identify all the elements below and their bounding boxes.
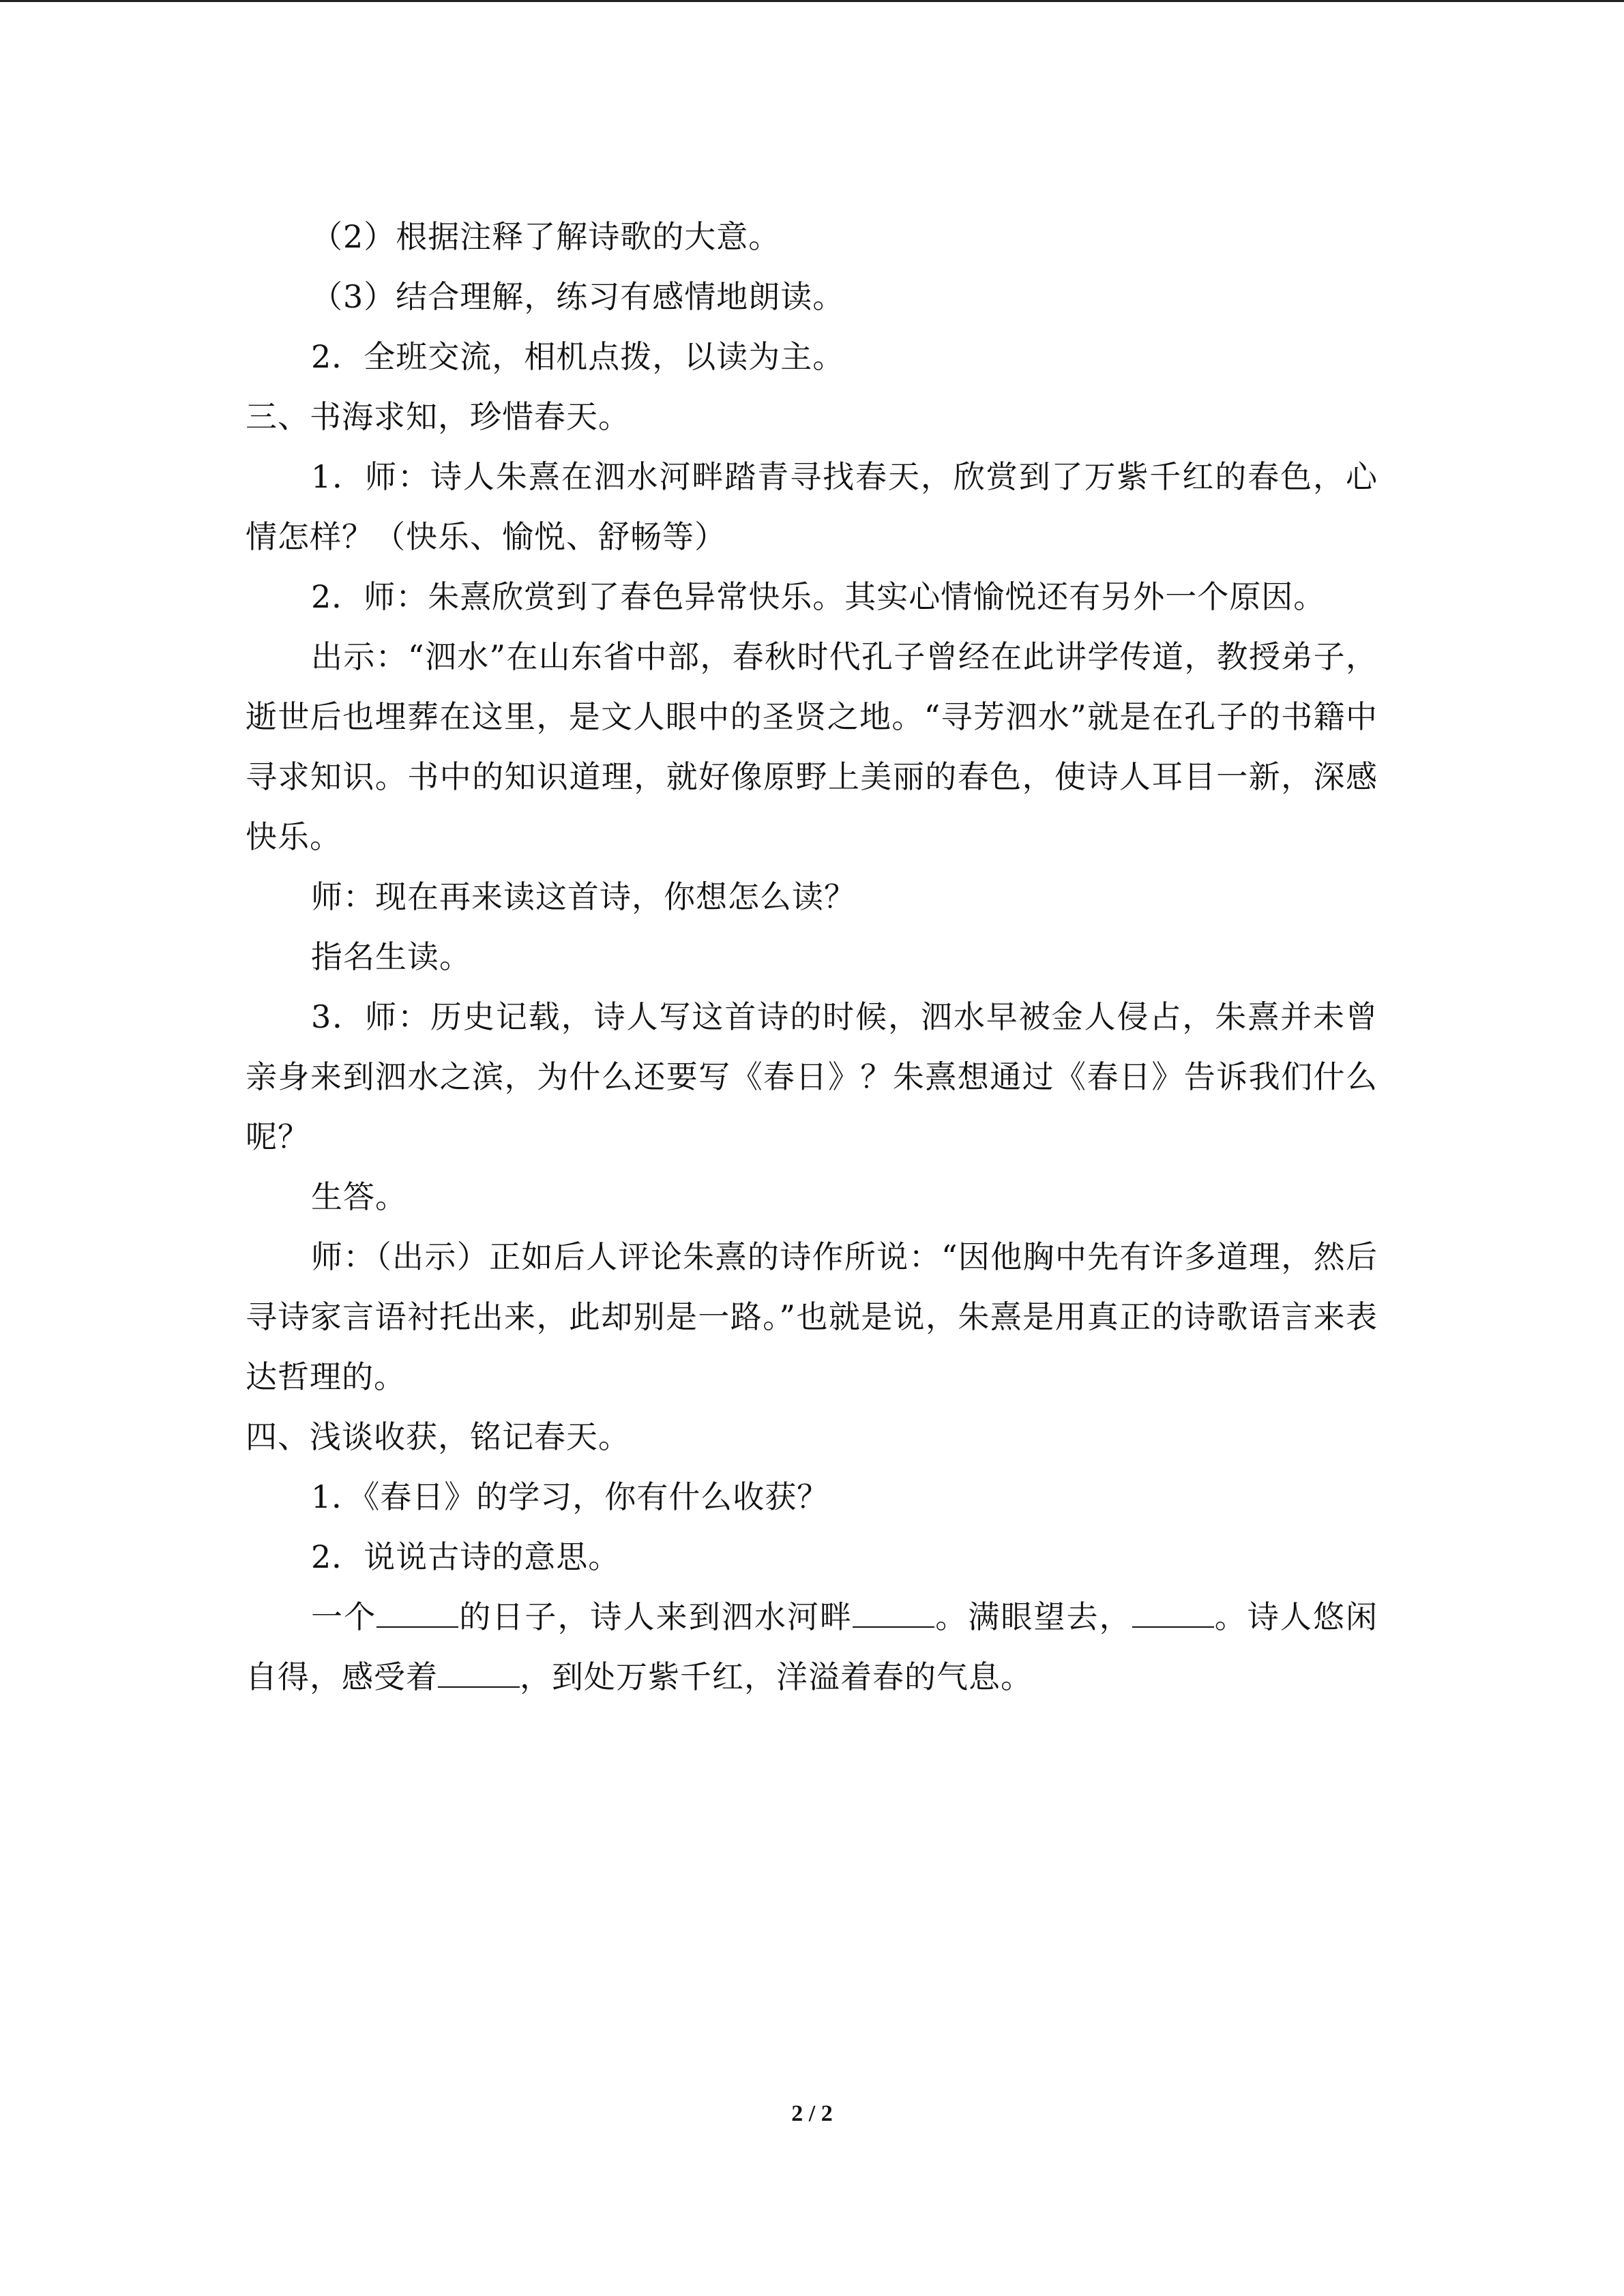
fill-in-text-2: 的日子，诗人来到泗水河畔 <box>458 1598 853 1635</box>
paragraph-meaning: 2．说说古诗的意思。 <box>311 1538 621 1575</box>
paragraph-read-again: 师：现在再来读这首诗，你想怎么读？ <box>311 878 856 915</box>
section-heading-4: 四、浅谈收获，铭记春天。 <box>246 1418 630 1455</box>
paragraph-teacher-question-3: 3．师：历史记载，诗人写这首诗的时候，泗水早被金人侵占，朱熹并未曾亲身来到泗水之滨，为什么还要写《春日》？朱熹想通过《春日》告诉我们什么呢？ <box>246 998 1378 1155</box>
paragraph-show-sishui: 出示：“泗水”在山东省中部，春秋时代孔子曾经在此讲学传道，教授弟子，逝世后也埋葬在这里，是文人眼中的圣贤之地。“寻芳泗水”就是在孔子的书籍中寻求知识。书中的知识道理，就好像原野上美丽的春色，使诗人耳目一新，深感快乐。 <box>246 638 1378 855</box>
paragraph-step-2-2: （2）根据注释了解诗歌的大意。 <box>311 218 781 255</box>
fill-in-text-4: 。诗人悠闲自得，感受着 <box>246 1598 1378 1695</box>
document-body <box>246 207 1378 1707</box>
blank-3 <box>1132 1600 1214 1628</box>
blank-2 <box>853 1600 934 1628</box>
paragraph-teacher-question-1: 1．师：诗人朱熹在泗水河畔踏青寻找春天，欣赏到了万紫千红的春色，心情怎样？（快乐、愉悦、舒畅等） <box>246 458 1378 555</box>
paragraph-fill-in-blanks <box>246 1587 1378 1707</box>
page-number: 2 / 2 <box>791 2101 833 2126</box>
blank-4 <box>438 1660 520 1688</box>
paragraph-teacher-question-2: 2．师：朱熹欣赏到了春色异常快乐。其实心情愉悦还有另外一个原因。 <box>311 578 1326 615</box>
paragraph-student-read: 指名生读。 <box>311 938 471 975</box>
paragraph-commentary: 师：（出示）正如后人评论朱熹的诗作所说：“因他胸中先有许多道理，然后寻诗家言语衬托出来，此却别是一路。”也就是说，朱熹是用真正的诗歌语言来表达哲理的。 <box>246 1238 1378 1395</box>
fill-in-text-5: ，到处万紫千红，洋溢着春的气息。 <box>520 1658 1033 1695</box>
paragraph-step-2-3: （3）结合理解，练习有感情地朗读。 <box>311 278 845 315</box>
paragraph-class-exchange: 2．全班交流，相机点拨，以读为主。 <box>311 338 845 375</box>
section-heading-3: 三、书海求知，珍惜春天。 <box>246 398 630 435</box>
paragraph-student-answer: 生答。 <box>311 1178 407 1215</box>
blank-1 <box>377 1600 458 1628</box>
fill-in-text-1: 一个 <box>311 1598 377 1635</box>
paragraph-harvest: 1．《春日》的学习，你有什么收获？ <box>311 1478 829 1515</box>
fill-in-text-3: 。满眼望去， <box>934 1598 1132 1635</box>
